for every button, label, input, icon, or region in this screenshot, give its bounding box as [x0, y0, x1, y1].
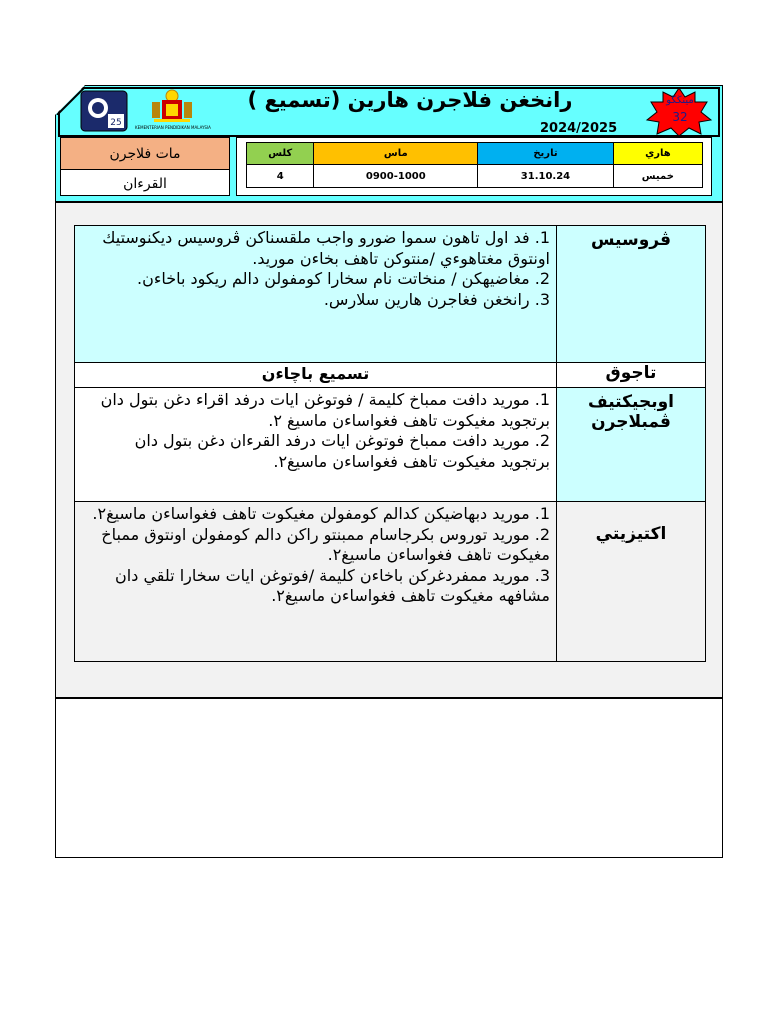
page-title: رانخغن فلاجرن هارين (تسميع )	[247, 88, 573, 112]
plan-table	[74, 225, 706, 662]
process-line: 3. رانخغن فغاجرن هارين سلارس.	[323, 289, 550, 309]
info-value-date: 31.10.24	[478, 165, 614, 188]
school-logo-icon	[80, 90, 128, 132]
activity-label: اكتيزيتي	[557, 502, 706, 662]
subject-box	[60, 137, 230, 196]
svg-text:25: 25	[110, 118, 122, 128]
info-header-day: هاري	[613, 143, 702, 165]
activity-line: 3. موريد ممفردغركن باخاءن كليمة /فوتوغن ايات سخارا تلقي دان مشافهه مغيكوت تاهف فغواساءن ماسيغ٢.	[115, 565, 550, 605]
reflection-box	[55, 698, 723, 858]
week-number: 32	[672, 110, 688, 124]
activity-content	[75, 502, 557, 662]
subject-value: القرءان	[123, 175, 167, 192]
activity-line: 2. موريد توروس بكرجاسام ممبنتو راكن دالم كومفولن اونتوق ممباخ مغيكوت تاهف فغواساءن ماسيغ٢.	[101, 524, 550, 564]
info-header-time: ماس	[314, 143, 478, 165]
objective-content	[75, 388, 557, 502]
info-table	[246, 142, 703, 188]
info-value-day: خميس	[613, 165, 702, 188]
objective-line: 1. موريد دافت ممباخ كليمة / فوتوغن ايات درفد اقراء دغن بتول دان برتجويد مغيكوت تاهف فغواساءن ماسيغ ٢.	[100, 390, 550, 430]
title-value: تسميع باچاءن	[75, 363, 557, 388]
subject-header: مات فلاجرن	[61, 138, 229, 170]
info-header-class: كلس	[247, 143, 314, 165]
school-year: 2024/2025	[540, 121, 618, 136]
info-header-date: تاريخ	[478, 143, 614, 165]
process-label: ڤروسيس	[557, 226, 706, 363]
info-value-time: 0900-1000	[314, 165, 478, 188]
week-label: مينڬڬو	[666, 95, 694, 106]
objective-label: اوبجيكتيف ڤمبلاجرن	[557, 388, 706, 502]
logo-caption: KEMENTERIAN PENDIDIKAN MALAYSIA	[135, 125, 211, 130]
process-content	[75, 226, 557, 363]
title-label: تاجوق	[557, 363, 706, 388]
process-line: 2. مغاضيهكن / منخاتت نام سخارا كومفولن دالم ريكود باخاءن.	[136, 269, 550, 288]
activity-line: 1. موريد دبهاضيكن كدالم كومفولن مغيكوت تاهف فغواساءن ماسيغ٢.	[92, 504, 550, 523]
objective-line: 2. موريد دافت ممباخ فوتوغن ايات درفد القرءان دغن بتول دان برتجويد مغيكوت تاهف فغواساءن ماسيغ٢.	[134, 431, 550, 471]
info-value-class: 4	[247, 165, 314, 188]
process-line: 1. فد اول تاهون سموا ضورو واجب ملقسناكن ڤروسيس ديكنوستيك اونتوق مغتاهوءي /منتوكن تاهف بخاءن موريد.	[102, 228, 550, 268]
